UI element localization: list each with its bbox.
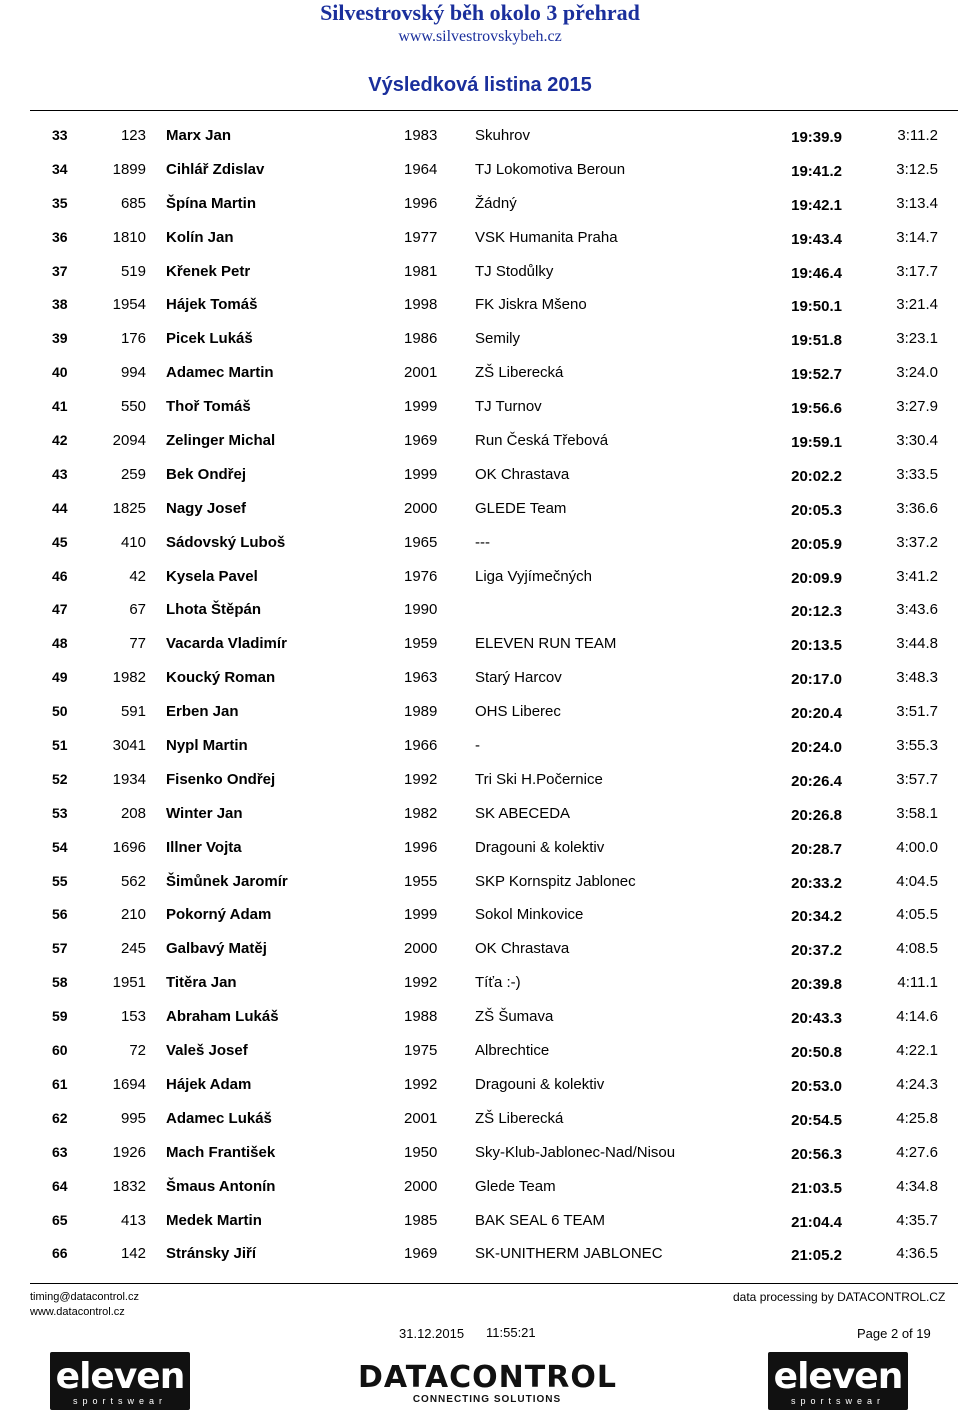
- name-cell: Erben Jan: [166, 703, 239, 721]
- datacontrol-logo: [358, 1360, 616, 1408]
- footer-divider: [30, 1283, 958, 1284]
- table-row: [0, 593, 960, 627]
- eleven-logo-left: [50, 1352, 190, 1410]
- table-row: [0, 288, 960, 322]
- bib-cell: 153: [120, 1008, 146, 1026]
- rank-cell: 49: [52, 669, 68, 686]
- bib-cell: 562: [120, 872, 146, 890]
- name-cell: Šimůnek Jaromír: [166, 872, 288, 890]
- eleven-logo-word: eleven: [55, 1356, 185, 1397]
- bib-cell: 42: [129, 567, 146, 585]
- club-cell: ELEVEN RUN TEAM: [475, 635, 617, 653]
- pace-cell: 3:41.2: [896, 567, 938, 585]
- pace-cell: 3:57.7: [896, 770, 938, 788]
- eleven-logo-sub: sportswear: [790, 1396, 885, 1406]
- bib-cell: 77: [129, 635, 146, 653]
- bib-cell: 519: [120, 262, 146, 280]
- table-row: [0, 1170, 960, 1204]
- year-cell: 1982: [404, 804, 438, 822]
- table-row: [0, 322, 960, 356]
- table-row: [0, 695, 960, 729]
- rank-cell: 47: [52, 601, 68, 618]
- bib-cell: 1694: [112, 1075, 146, 1093]
- time-cell: 20:33.2: [791, 874, 842, 892]
- name-cell: Illner Vojta: [166, 838, 242, 856]
- time-cell: 19:56.6: [791, 400, 842, 418]
- footer-email[interactable]: timing@datacontrol.cz: [30, 1291, 139, 1303]
- club-cell: ZŠ Liberecká: [475, 364, 564, 382]
- name-cell: Křenek Petr: [166, 262, 251, 280]
- year-cell: 2000: [404, 940, 438, 958]
- race-title: Silvestrovský běh okolo 3 přehrad: [320, 0, 640, 25]
- year-cell: 1966: [404, 737, 438, 755]
- year-cell: 2000: [404, 1177, 438, 1195]
- rank-cell: 37: [52, 262, 68, 279]
- table-row: [0, 763, 960, 797]
- bib-cell: 142: [120, 1245, 146, 1263]
- table-row: [0, 797, 960, 831]
- table-row: [0, 356, 960, 390]
- time-cell: 20:39.8: [791, 976, 842, 994]
- pace-cell: 4:34.8: [896, 1177, 938, 1195]
- bib-cell: 1951: [112, 974, 146, 992]
- pace-cell: 4:00.0: [896, 838, 938, 856]
- table-row: [0, 424, 960, 458]
- table-row: [0, 560, 960, 594]
- time-cell: 19:41.2: [791, 162, 842, 180]
- name-cell: Winter Jan: [166, 804, 243, 822]
- pace-cell: 3:12.5: [896, 160, 938, 178]
- bib-cell: 1696: [112, 838, 146, 856]
- table-row: [0, 221, 960, 255]
- table-row: [0, 966, 960, 1000]
- time-cell: 19:59.1: [791, 434, 842, 452]
- footer-website[interactable]: www.datacontrol.cz: [30, 1306, 125, 1318]
- year-cell: 2000: [404, 499, 438, 517]
- club-cell: -: [475, 737, 480, 755]
- name-cell: Valeš Josef: [166, 1042, 248, 1060]
- year-cell: 2001: [404, 364, 438, 382]
- year-cell: 2001: [404, 1109, 438, 1127]
- rank-cell: 34: [52, 160, 68, 177]
- club-cell: ZŠ Liberecká: [475, 1109, 564, 1127]
- time-cell: 20:05.3: [791, 501, 842, 519]
- pace-cell: 4:22.1: [896, 1042, 938, 1060]
- bib-cell: 1926: [112, 1143, 146, 1161]
- rank-cell: 41: [52, 398, 68, 415]
- race-website[interactable]: www.silvestrovskybeh.cz: [398, 28, 562, 45]
- club-cell: SK ABECEDA: [475, 804, 571, 822]
- time-cell: 20:43.3: [791, 1010, 842, 1028]
- club-cell: Run Česká Třebová: [475, 432, 609, 450]
- rank-cell: 51: [52, 737, 68, 754]
- bib-cell: 208: [120, 804, 146, 822]
- club-cell: ZŠ Šumava: [475, 1008, 554, 1026]
- club-cell: Tri Ski H.Počernice: [475, 770, 603, 788]
- club-cell: ---: [475, 533, 490, 551]
- footer-date: 31.12.2015: [399, 1326, 465, 1341]
- year-cell: 1977: [404, 228, 438, 246]
- year-cell: 1969: [404, 1245, 438, 1263]
- club-cell: Skuhrov: [475, 127, 531, 144]
- name-cell: Titěra Jan: [166, 974, 237, 992]
- bib-cell: 1982: [112, 669, 146, 687]
- table-row: [0, 119, 960, 153]
- name-cell: Cihlář Zdislav: [166, 160, 265, 178]
- year-cell: 1964: [404, 160, 438, 178]
- rank-cell: 62: [52, 1109, 68, 1126]
- name-cell: Lhota Štěpán: [166, 601, 262, 619]
- time-cell: 19:46.4: [791, 264, 842, 282]
- bib-cell: 413: [120, 1211, 146, 1229]
- pace-cell: 4:25.8: [896, 1109, 938, 1127]
- club-cell: Semily: [475, 330, 521, 348]
- table-row: [0, 729, 960, 763]
- time-cell: 20:05.9: [791, 535, 842, 553]
- name-cell: Kysela Pavel: [166, 567, 258, 585]
- bib-cell: 1934: [112, 770, 146, 788]
- rank-cell: 40: [52, 364, 68, 381]
- year-cell: 1990: [404, 601, 438, 619]
- club-cell: TJ Turnov: [475, 398, 542, 416]
- time-cell: 20:54.5: [791, 1111, 842, 1129]
- name-cell: Pokorný Adam: [166, 906, 272, 924]
- table-row: [0, 865, 960, 899]
- pace-cell: 3:58.1: [896, 804, 938, 822]
- time-cell: 20:02.2: [791, 467, 842, 485]
- bib-cell: 550: [120, 398, 146, 416]
- table-row: [0, 187, 960, 221]
- club-cell: Glede Team: [475, 1177, 556, 1195]
- name-cell: Kolín Jan: [166, 228, 234, 246]
- name-cell: Marx Jan: [166, 127, 232, 144]
- table-row: [0, 1068, 960, 1102]
- time-cell: 20:34.2: [791, 908, 842, 926]
- bib-cell: 210: [120, 906, 146, 924]
- table-row: [0, 831, 960, 865]
- table-row: [0, 1034, 960, 1068]
- table-row: [0, 1237, 960, 1271]
- time-cell: 20:20.4: [791, 705, 842, 723]
- club-cell: Dragouni & kolektiv: [475, 838, 605, 856]
- rank-cell: 56: [52, 906, 68, 923]
- pace-cell: 3:27.9: [896, 398, 938, 416]
- pace-cell: 4:05.5: [896, 906, 938, 924]
- footer-page-number: Page 2 of 19: [857, 1326, 931, 1341]
- rank-cell: 45: [52, 533, 68, 550]
- time-cell: 20:12.3: [791, 603, 842, 621]
- time-cell: 19:50.1: [791, 298, 842, 316]
- rank-cell: 38: [52, 296, 68, 313]
- year-cell: 1965: [404, 533, 438, 551]
- table-row: [0, 526, 960, 560]
- bib-cell: 1954: [112, 296, 146, 314]
- rank-cell: 33: [52, 127, 68, 143]
- club-cell: GLEDE Team: [475, 499, 567, 517]
- club-cell: Dragouni & kolektiv: [475, 1075, 605, 1093]
- table-row: [0, 255, 960, 289]
- name-cell: Picek Lukáš: [166, 330, 253, 348]
- table-row: [0, 932, 960, 966]
- year-cell: 1999: [404, 398, 438, 416]
- datacontrol-logo-word: DATACONTROL: [358, 1360, 617, 1395]
- rank-cell: 42: [52, 432, 68, 449]
- pace-cell: 4:11.1: [897, 974, 938, 992]
- time-cell: 20:13.5: [791, 637, 842, 655]
- table-row: [0, 1204, 960, 1238]
- pace-cell: 3:13.4: [896, 194, 938, 212]
- time-cell: 20:26.4: [791, 772, 842, 790]
- pace-cell: 4:36.5: [896, 1245, 938, 1263]
- pace-cell: 3:48.3: [896, 669, 938, 687]
- rank-cell: 55: [52, 872, 68, 889]
- rank-cell: 46: [52, 567, 68, 584]
- table-row: [0, 390, 960, 424]
- bib-cell: 1899: [112, 160, 146, 178]
- table-row: [0, 898, 960, 932]
- eleven-logo-right: [768, 1352, 908, 1410]
- rank-cell: 50: [52, 703, 68, 720]
- bib-cell: 2094: [112, 432, 146, 450]
- rank-cell: 65: [52, 1211, 68, 1228]
- bib-cell: 3041: [112, 737, 146, 755]
- club-cell: VSK Humanita Praha: [475, 228, 618, 246]
- bib-cell: 410: [120, 533, 146, 551]
- pace-cell: 4:24.3: [896, 1075, 938, 1093]
- time-cell: 20:53.0: [791, 1077, 842, 1095]
- year-cell: 1996: [404, 194, 438, 212]
- year-cell: 1950: [404, 1143, 438, 1161]
- bib-cell: 1832: [112, 1177, 146, 1195]
- rank-cell: 58: [52, 974, 68, 991]
- pace-cell: 3:24.0: [896, 364, 938, 382]
- name-cell: Fisenko Ondřej: [166, 770, 276, 788]
- pace-cell: 4:27.6: [896, 1143, 938, 1161]
- rank-cell: 43: [52, 465, 68, 482]
- name-cell: Thoř Tomáš: [166, 398, 251, 416]
- name-cell: Mach František: [166, 1143, 276, 1161]
- pace-cell: 4:35.7: [896, 1211, 938, 1229]
- rank-cell: 39: [52, 330, 68, 347]
- pace-cell: 3:30.4: [896, 432, 938, 450]
- rank-cell: 60: [52, 1042, 68, 1059]
- club-cell: OHS Liberec: [475, 703, 561, 721]
- time-cell: 21:05.2: [791, 1247, 842, 1265]
- year-cell: 1955: [404, 872, 438, 890]
- table-row: [0, 661, 960, 695]
- bib-cell: 67: [129, 601, 146, 619]
- pace-cell: 4:14.6: [896, 1008, 938, 1026]
- club-cell: OK Chrastava: [475, 940, 570, 958]
- pace-cell: 3:55.3: [896, 737, 938, 755]
- club-cell: Tíťa :-): [475, 974, 521, 992]
- time-cell: 20:56.3: [791, 1145, 842, 1163]
- rank-cell: 66: [52, 1245, 68, 1262]
- time-cell: 20:09.9: [791, 569, 842, 587]
- rank-cell: 36: [52, 228, 68, 245]
- bib-cell: 995: [120, 1109, 146, 1127]
- pace-cell: 3:36.6: [896, 499, 938, 517]
- year-cell: 1963: [404, 669, 438, 687]
- pace-cell: 3:11.2: [897, 127, 938, 144]
- table-row: [0, 1136, 960, 1170]
- rank-cell: 59: [52, 1008, 68, 1025]
- table-row: [0, 458, 960, 492]
- bib-cell: 176: [120, 330, 146, 348]
- year-cell: 1992: [404, 1075, 438, 1093]
- table-row: [0, 1000, 960, 1034]
- bib-cell: 994: [120, 364, 146, 382]
- year-cell: 1983: [404, 127, 438, 144]
- year-cell: 1981: [404, 262, 438, 280]
- name-cell: Zelinger Michal: [166, 432, 276, 450]
- results-table: [0, 119, 960, 1271]
- time-cell: 21:03.5: [791, 1179, 842, 1197]
- time-cell: 20:28.7: [791, 840, 842, 858]
- bib-cell: 259: [120, 465, 146, 483]
- pace-cell: 3:14.7: [896, 228, 938, 246]
- pace-cell: 3:44.8: [896, 635, 938, 653]
- club-cell: Albrechtice: [475, 1042, 550, 1060]
- pace-cell: 3:17.7: [896, 262, 938, 280]
- rank-cell: 35: [52, 194, 68, 211]
- name-cell: Šmaus Antonín: [166, 1177, 276, 1195]
- time-cell: 20:24.0: [791, 739, 842, 757]
- name-cell: Sádovský Luboš: [166, 533, 286, 551]
- club-cell: TJ Lokomotiva Beroun: [475, 160, 626, 178]
- pace-cell: 4:08.5: [896, 940, 938, 958]
- pace-cell: 3:51.7: [896, 703, 938, 721]
- time-cell: 20:37.2: [791, 942, 842, 960]
- time-cell: 20:17.0: [791, 671, 842, 689]
- club-cell: TJ Stodůlky: [475, 262, 554, 280]
- rank-cell: 57: [52, 940, 68, 957]
- name-cell: Adamec Martin: [166, 364, 274, 382]
- name-cell: Adamec Lukáš: [166, 1109, 272, 1127]
- club-cell: Liga Vyjímečných: [475, 567, 592, 585]
- name-cell: Medek Martin: [166, 1211, 262, 1229]
- club-cell: SK-UNITHERM JABLONEC: [475, 1245, 663, 1263]
- rank-cell: 52: [52, 770, 68, 787]
- table-row: [0, 153, 960, 187]
- table-row: [0, 492, 960, 526]
- year-cell: 1996: [404, 838, 438, 856]
- pace-cell: 3:23.1: [896, 330, 938, 348]
- year-cell: 1992: [404, 770, 438, 788]
- name-cell: Bek Ondřej: [166, 465, 247, 483]
- table-row: [0, 627, 960, 661]
- year-cell: 1969: [404, 432, 438, 450]
- name-cell: Hájek Adam: [166, 1075, 252, 1093]
- bib-cell: 72: [129, 1042, 146, 1060]
- time-cell: 21:04.4: [791, 1213, 842, 1231]
- table-row: [0, 1102, 960, 1136]
- rank-cell: 53: [52, 804, 68, 821]
- bib-cell: 591: [120, 703, 146, 721]
- footer-time: 11:55:21: [486, 1325, 536, 1340]
- bib-cell: 685: [120, 194, 146, 212]
- bib-cell: 1810: [112, 228, 146, 246]
- name-cell: Špína Martin: [166, 194, 257, 212]
- club-cell: FK Jiskra Mšeno: [475, 296, 587, 314]
- time-cell: 20:26.8: [791, 806, 842, 824]
- pace-cell: 3:43.6: [896, 601, 938, 619]
- pace-cell: 3:37.2: [896, 533, 938, 551]
- rank-cell: 54: [52, 838, 68, 855]
- eleven-logo-word: eleven: [773, 1356, 903, 1397]
- time-cell: 19:51.8: [791, 332, 842, 350]
- bib-cell: 245: [120, 940, 146, 958]
- year-cell: 1998: [404, 296, 438, 314]
- club-cell: SKP Kornspitz Jablonec: [475, 872, 636, 890]
- name-cell: Hájek Tomáš: [166, 296, 258, 314]
- time-cell: 19:43.4: [791, 230, 842, 248]
- footer-processing: data processing by DATACONTROL.CZ: [733, 1290, 946, 1304]
- club-cell: Starý Harcov: [475, 669, 562, 687]
- year-cell: 1986: [404, 330, 438, 348]
- bib-cell: 123: [120, 127, 146, 144]
- time-cell: 19:39.9: [791, 129, 842, 146]
- bib-cell: 1825: [112, 499, 146, 517]
- eleven-logo-sub: sportswear: [72, 1396, 167, 1406]
- time-cell: 19:42.1: [791, 196, 842, 214]
- rank-cell: 64: [52, 1177, 68, 1194]
- year-cell: 1985: [404, 1211, 438, 1229]
- year-cell: 1989: [404, 703, 438, 721]
- name-cell: Nypl Martin: [166, 737, 248, 755]
- club-cell: Žádný: [475, 194, 517, 212]
- pace-cell: 3:33.5: [896, 465, 938, 483]
- year-cell: 1999: [404, 906, 438, 924]
- year-cell: 1976: [404, 567, 438, 585]
- datacontrol-logo-sub: CONNECTING SOLUTIONS: [412, 1394, 562, 1405]
- year-cell: 1992: [404, 974, 438, 992]
- name-cell: Abraham Lukáš: [166, 1008, 279, 1026]
- rank-cell: 61: [52, 1075, 68, 1092]
- results-title: Výsledková listina 2015: [368, 74, 592, 96]
- name-cell: Vacarda Vladimír: [166, 635, 287, 653]
- club-cell: Sky-Klub-Jablonec-Nad/Nisou: [475, 1143, 676, 1161]
- header-divider: [30, 110, 958, 111]
- name-cell: Galbavý Matěj: [166, 940, 267, 958]
- rank-cell: 44: [52, 499, 68, 516]
- year-cell: 1975: [404, 1042, 438, 1060]
- pace-cell: 3:21.4: [896, 296, 938, 314]
- year-cell: 1959: [404, 635, 438, 653]
- name-cell: Nagy Josef: [166, 499, 247, 517]
- rank-cell: 48: [52, 635, 68, 652]
- pace-cell: 4:04.5: [896, 872, 938, 890]
- club-cell: OK Chrastava: [475, 465, 570, 483]
- name-cell: Koucký Roman: [166, 669, 276, 687]
- club-cell: BAK SEAL 6 TEAM: [475, 1211, 606, 1229]
- time-cell: 20:50.8: [791, 1044, 842, 1062]
- year-cell: 1999: [404, 465, 438, 483]
- name-cell: Stránsky Jiří: [166, 1245, 257, 1263]
- rank-cell: 63: [52, 1143, 68, 1160]
- club-cell: Sokol Minkovice: [475, 906, 584, 924]
- time-cell: 19:52.7: [791, 366, 842, 384]
- year-cell: 1988: [404, 1008, 438, 1026]
